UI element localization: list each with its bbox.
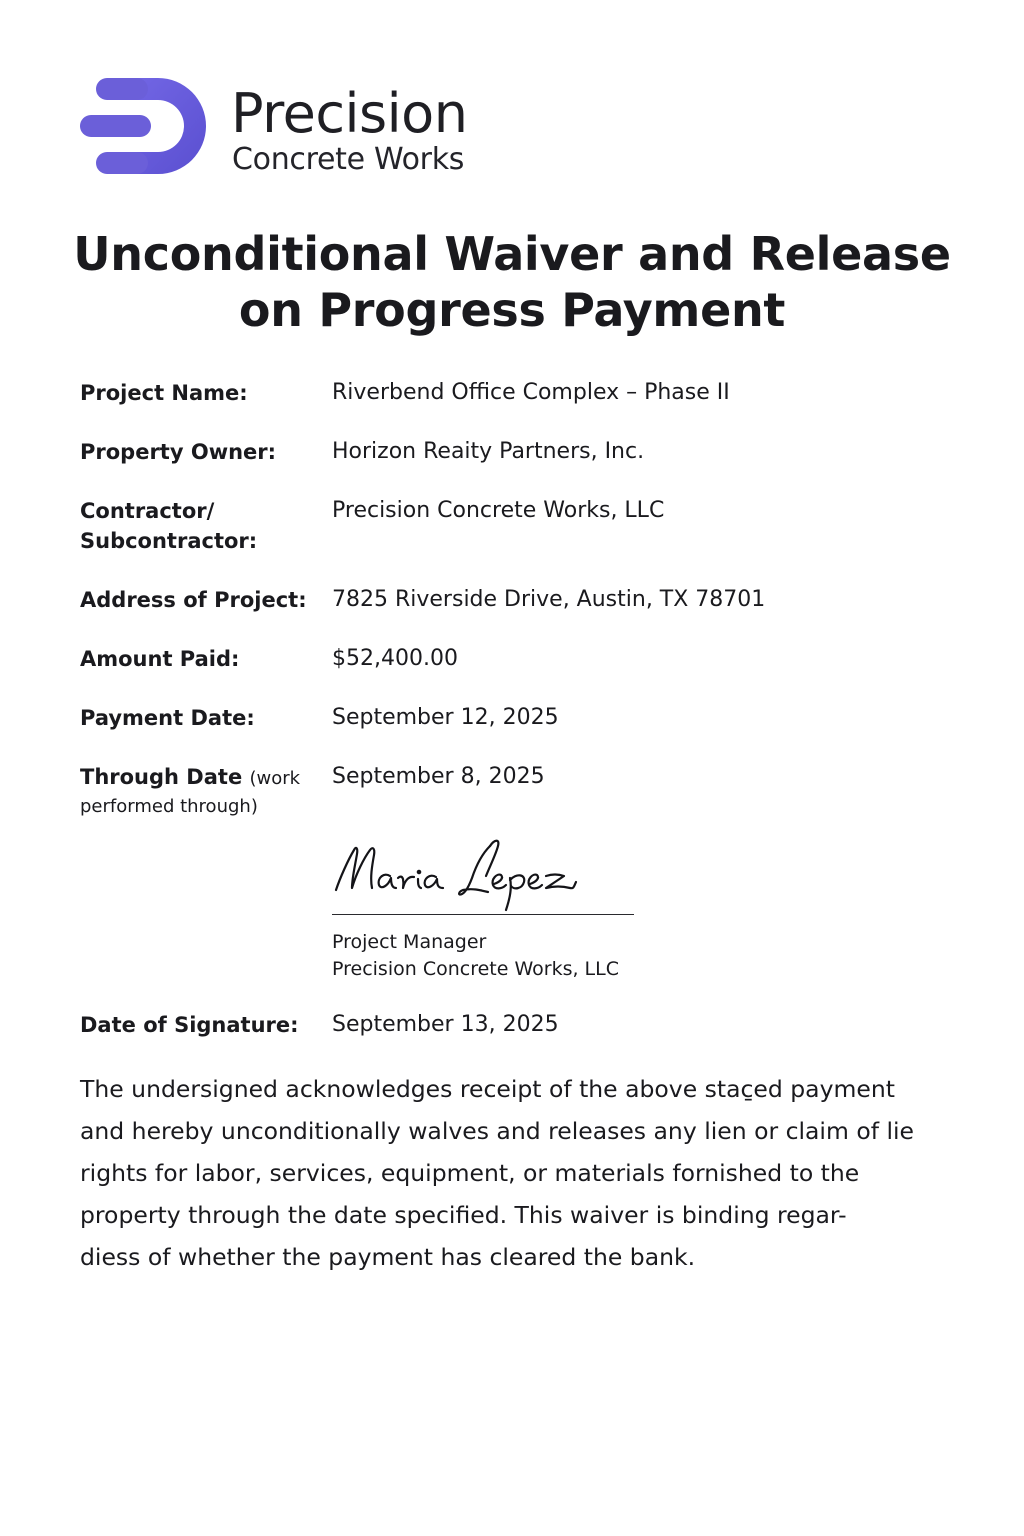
field-label — [80, 496, 325, 556]
company-subtitle: Concrete Works — [232, 142, 465, 177]
title-line-1: Unconditional Waiver and Release — [73, 227, 951, 281]
statement-line-3: rights for labor, services, equipment, or materials fornished to the — [80, 1159, 860, 1187]
waiver-statement — [80, 1068, 960, 1278]
field-value: 7825 Riverside Drive, Austin, TX 78701 — [332, 587, 766, 612]
statement-line-2: and hereby unconditionally walves and releases any lien or claim of lie — [80, 1117, 914, 1145]
field-value: $52,400.00 — [332, 646, 458, 671]
field-label: Address of Project: — [80, 588, 307, 612]
company-name: Precision — [231, 82, 468, 145]
title-line-2: on Progress Payment — [238, 283, 786, 337]
field-value: Horizon Reaity Partners, Inc. — [332, 439, 645, 464]
company-logo-icon — [80, 78, 208, 174]
field-value: Precision Concrete Works, LLC — [332, 498, 665, 523]
field-label: Amount Paid: — [80, 647, 240, 671]
field-label: Project Name: — [80, 381, 248, 405]
field-label — [80, 762, 325, 820]
signer-caption — [332, 929, 619, 983]
field-label: Property Owner: — [80, 440, 277, 464]
signature-line — [332, 914, 634, 915]
field-value: September 8, 2025 — [332, 764, 545, 789]
field-label: Payment Date: — [80, 706, 255, 730]
signer-title: Project Manager — [332, 931, 487, 953]
statement-line-5: diess of whether the payment has cleared the bank. — [80, 1243, 696, 1271]
field-label-bold: Through Date — [80, 765, 243, 789]
field-label-note: (work — [249, 768, 301, 789]
field-value: September 13, 2025 — [332, 1012, 559, 1037]
statement-line-1: The undersigned acknowledges receipt of the above stac̱ed payment — [80, 1075, 895, 1103]
handwritten-signature — [330, 832, 635, 916]
company-header — [80, 78, 540, 177]
signer-company: Precision Concrete Works, LLC — [332, 958, 619, 980]
statement-line-4: property through the date specified. This waiver is binding regar- — [80, 1201, 847, 1229]
field-value: September 12, 2025 — [332, 705, 559, 730]
field-label-note-line-2: performed through) — [80, 796, 258, 817]
document-title — [40, 226, 984, 338]
field-label: Date of Signature: — [80, 1013, 299, 1037]
field-label-line-2: Subcontractor: — [80, 529, 258, 553]
field-label-line-1: Contractor/ — [80, 499, 215, 523]
field-value: Riverbend Office Complex – Phase II — [332, 380, 730, 405]
